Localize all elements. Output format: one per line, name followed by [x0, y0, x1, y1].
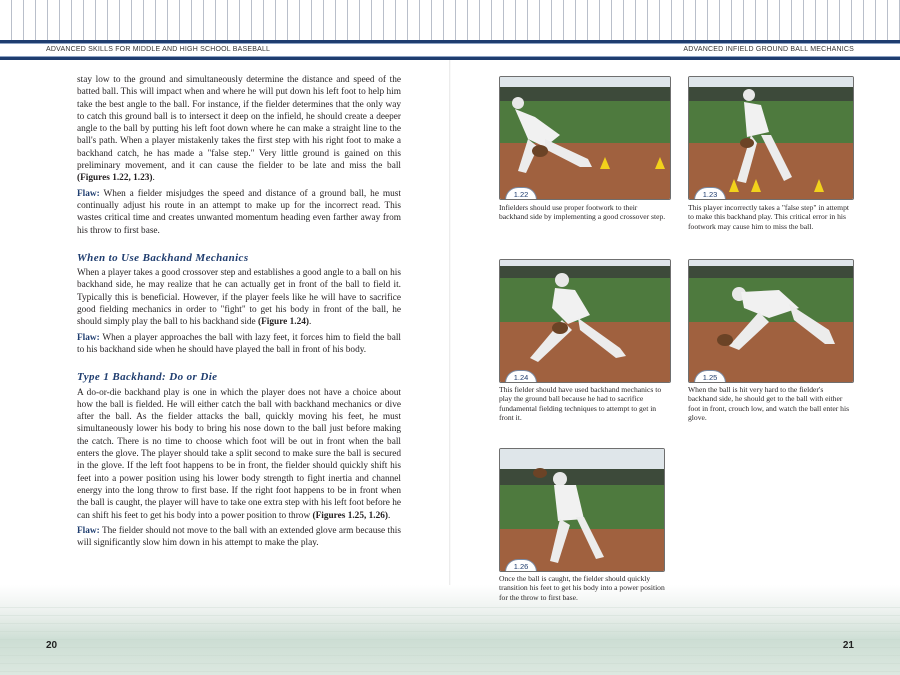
paragraph-1-text: stay low to the ground and simultaneously determine the distance and speed of the batted ball. This will impact when and where he will put down his left foot to help him take the best angle to the ball. For instance, if the fielder determines that the only way to catch this ground ball is to intersect it deep on the infield, he should create a deeper angle to the ball by putting his left foot down where he can make a straight line to the ball's path. When a player mistakenly takes the first step with his right foot to make a backhand catch, he has made a "false step." Very little ground is gained on this preliminary movement, and it can cause the fielder to be late and miss the ball	[77, 75, 401, 172]
figure-ref-1: (Figures 1.22, 1.23)	[77, 173, 153, 184]
footer-field-lines	[0, 600, 900, 675]
figure-1-24-photo	[499, 259, 671, 383]
running-head-right: ADVANCED INFIELD GROUND BALL MECHANICS	[683, 46, 854, 53]
flaw-3-text: The fielder should not move to the ball with an extended glove arm because this will significantly slow him down in his attempt to make the play.	[77, 525, 401, 549]
figure-1-22-photo	[499, 76, 671, 200]
flaw-2-text: When a player approaches the ball with lazy feet, it forces him to field the ball to his backhand side when he should have played the ball in front of his body.	[77, 332, 401, 355]
figure-number-badge: 1.22	[505, 187, 537, 200]
paragraph-1: stay low to the ground and simultaneously determine the distance and speed of the batted ball. This will impact when and where he will put down his left foot to help him take the best angle to the ball. For instance, if the fielder determines that the only way to catch this ground ball is to intersect it deep on the infield, he should create a deeper angle to the ball by putting his left foot down where he can make a straight line to the ball's path. When a player mistakenly takes the first step with his right foot to make a backhand catch, he has made a "false step." Very little ground is gained on this preliminary movement, and it can cause the fielder to be late and miss the ball (Figures 1.22, 1.23).	[77, 75, 401, 184]
flaw-1	[77, 188, 401, 237]
figure-number-badge: 1.24	[505, 370, 537, 383]
page-number-left: 20	[46, 640, 58, 651]
flaw-2	[77, 332, 401, 357]
paragraph-2: When a player takes a good crossover step and establishes a good angle to a ball on his backhand side, he may realize that he can actually get in front of the ball to field it. Typically this is beneficial. However, if the player feels like he will have to sacrifice good fielding mechanics in order to "fight" to get his body in front of the ball, he should simply play the ball to his backhand side (Figure 1.24).	[77, 268, 401, 328]
figure-1-25-photo	[688, 259, 854, 383]
flaw-label: Flaw:	[77, 188, 100, 199]
paragraph-3: A do-or-die backhand play is one in which the player does not have a choice about how the ball is fielded. He will either catch the ball with backhand mechanics or dive after the ball. As the fielder attacks the ball, quickly moving his feet, he must simultaneously lower his body to bring his nose down to the ball just before making the catch. There is no time to choose which foot will be out in front when the ball enters the glove. The player should take a split second to make sure the ball is secured in the glove. If the left foot happens to be in front, the fielder should quickly shift his feet into a power position using his lower body strength to fight inertia and channel energy into the long throw to first base. If the right foot happens to be in front when the ball is caught, the player will have to take one extra step with his left foot before he can shift his feet to get his body into a power position to throw (Figures 1.25, 1.26).	[77, 387, 401, 521]
figure-ref-2: (Figure 1.24)	[258, 317, 309, 328]
page-number-right: 21	[842, 640, 854, 651]
paragraph-3-text: A do-or-die backhand play is one in which the player does not have a choice about how the ball is fielded. He will either catch the ball with backhand mechanics or dive after the ball. As the fielder attacks the ball, quickly moving his feet, he must simultaneously lower his body to bring his nose down to the ball just before making the catch. There is no time to choose which foot will be out in front when the ball enters the glove. The player should take a split second to make sure the ball is secured in the glove. If the left foot happens to be in front, the fielder should quickly shift his feet into a power position using his lower body strength to fight inertia and channel energy into the long throw to first base. If the right foot happens to be in front when the ball is caught, the player will have to take one extra step with his left foot before he can shift his feet to get his body into a power position to throw	[77, 387, 401, 521]
figure-1-26-caption: Once the ball is caught, the fielder should quickly transition his feet to get his body into a power position for the throw to first base.	[499, 574, 665, 602]
flaw-label: Flaw:	[77, 525, 100, 536]
figure-number-badge: 1.25	[694, 370, 726, 383]
figure-1-23-caption: This player incorrectly takes a "false step" in attempt to make this backhand play. This critical error in his footwork may cause him to miss the ball.	[688, 203, 849, 231]
flaw-1-text: When a fielder misjudges the speed and distance of a ground ball, he must continually adjust his route in an attempt to make up for the incorrect read. This wastes critical time and creates unwanted momentum heading even farther away from his throw to first base.	[77, 188, 401, 236]
figure-number-badge: 1.26	[505, 559, 537, 572]
page-gutter	[449, 60, 451, 675]
header-stripes	[0, 0, 900, 40]
flaw-label: Flaw:	[77, 332, 100, 343]
header-rule-thin	[0, 43, 900, 44]
paragraph-2-text: When a player takes a good crossover step and establishes a good angle to a ball on his backhand side, he may realize that he can actually get in front of the ball to field it. Typically this is beneficial. However, if the player feels like he will have to sacrifice good fielding mechanics in order to "fight" to get his body in front of the ball, he should simply play the ball to his backhand side	[77, 268, 401, 328]
figure-1-26-photo	[499, 448, 665, 572]
flaw-3	[77, 525, 401, 550]
figure-number-badge: 1.23	[694, 187, 726, 200]
figure-1-24-caption: This fielder should have used backhand mechanics to play the ground ball because he had to sacrifice fundamental fielding techniques to attempt to get in front it.	[499, 385, 662, 422]
section-heading-type1: Type 1 Backhand: Do or Die	[77, 371, 218, 384]
figure-1-23-photo	[688, 76, 854, 200]
figure-1-25-caption: When the ball is hit very hard to the fielder's backhand side, he should get to the ball with either foot in front, crouch low, and watch the ball enter his glove.	[688, 385, 850, 422]
running-head-left: ADVANCED SKILLS FOR MIDDLE AND HIGH SCHOOL BASEBALL	[46, 46, 271, 53]
section-heading-backhand: When to Use Backhand Mechanics	[77, 251, 249, 264]
left-page-text	[77, 74, 401, 549]
figure-1-22-caption: Infielders should use proper footwork to their backhand side by implementing a good crossover step.	[499, 203, 666, 222]
figure-ref-3: (Figures 1.25, 1.26)	[312, 510, 388, 521]
